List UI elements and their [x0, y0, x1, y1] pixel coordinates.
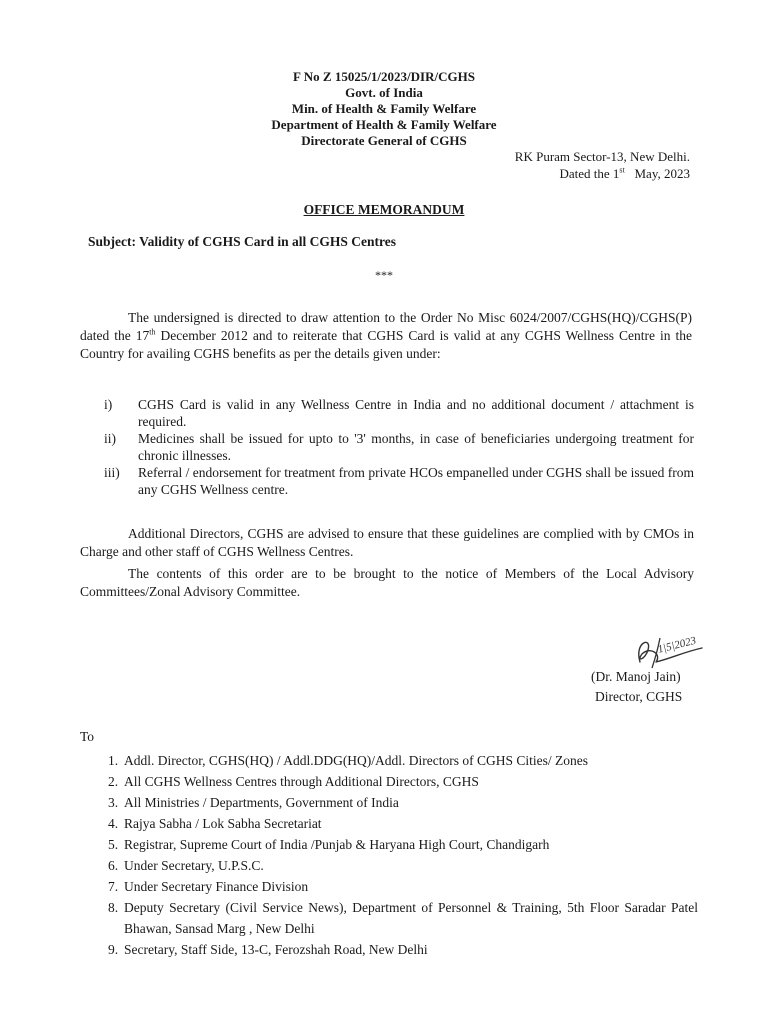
advisory-text: Additional Directors, CGHS are advised to ensure that these guidelines are complied with by CMOs in Charge and other staff of CGHS Wellness Centres.: [80, 526, 694, 559]
date-line: [559, 166, 690, 182]
list-item: [108, 876, 698, 897]
item-number: 4.: [108, 816, 119, 831]
item-number: 5.: [108, 837, 119, 852]
handwritten-date: 1|5|2023: [656, 634, 698, 656]
point-text: CGHS Card is valid in any Wellness Centre in India and no additional document / attachment is required.: [138, 397, 694, 429]
memo-subject: Subject: Validity of CGHS Card in all CGHS Centres: [88, 234, 397, 249]
intro-text-part2: December 2012 and to reiterate that CGHS Card is valid at any CGHS Wellness Centre in the Country for availing CGHS benefits as per the details given under:: [80, 328, 693, 361]
intro-paragraph: [80, 309, 692, 363]
list-item: [108, 813, 698, 834]
item-number: 1.: [108, 753, 119, 768]
notice-text: The contents of this order are to be brought to the notice of Members of the Local Advisory Committees/Zonal Advisory Committee.: [80, 566, 694, 599]
item-text: Under Secretary Finance Division: [124, 879, 309, 894]
signatory-name: (Dr. Manoj Jain): [591, 669, 681, 684]
date-superscript: st: [619, 165, 625, 175]
department-name: Department of Health & Family Welfare: [271, 117, 497, 132]
point-text: Medicines shall be issued for upto to '3' months, in case of beneficiaries undergoing treatment for chronic illnesses.: [138, 431, 694, 463]
memo-title: OFFICE MEMORANDUM: [303, 202, 465, 217]
item-number: 7.: [108, 879, 119, 894]
item-text: All CGHS Wellness Centres through Additional Directors, CGHS: [124, 774, 479, 789]
list-item: [108, 792, 698, 813]
item-text: All Ministries / Departments, Government of India: [124, 795, 399, 810]
list-item: [104, 430, 694, 464]
ministry-name: Min. of Health & Family Welfare: [291, 101, 477, 116]
date-suffix: May, 2023: [634, 166, 690, 181]
point-text: Referral / endorsement for treatment from private HCOs empanelled under CGHS shall be issued from any CGHS Wellness centre.: [138, 465, 694, 497]
place-line: RK Puram Sector-13, New Delhi.: [514, 149, 690, 164]
list-item: [108, 897, 698, 939]
intro-text-part1: The undersigned is directed to draw attention to the Order No Misc 6024/2007/CGHS(HQ)/CGHS(P) dated the 17: [80, 310, 692, 343]
letterhead: [0, 69, 768, 149]
notice-paragraph: [80, 565, 694, 601]
item-number: 2.: [108, 774, 119, 789]
item-number: 9.: [108, 942, 119, 957]
item-number: 8.: [108, 900, 119, 915]
list-item: [108, 939, 698, 960]
advisory-paragraph: [80, 525, 694, 561]
to-label: To: [80, 729, 95, 744]
item-number: 3.: [108, 795, 119, 810]
item-text: Registrar, Supreme Court of India /Punjab & Haryana High Court, Chandigarh: [124, 837, 550, 852]
list-item: [104, 396, 694, 430]
distribution-list: [108, 750, 698, 960]
list-item: [108, 834, 698, 855]
list-item: [108, 855, 698, 876]
directorate-name: Directorate General of CGHS: [301, 133, 467, 148]
point-number: iii): [104, 465, 120, 480]
intro-superscript: th: [149, 327, 156, 337]
item-number: 6.: [108, 858, 119, 873]
point-number: i): [104, 397, 113, 412]
item-text: Under Secretary, U.P.S.C.: [124, 858, 264, 873]
file-number: F No Z 15025/1/2023/DIR/CGHS: [293, 69, 475, 84]
points-list: [104, 396, 694, 498]
item-text: Rajya Sabha / Lok Sabha Secretariat: [124, 816, 322, 831]
government-name: Govt. of India: [345, 85, 423, 100]
point-number: ii): [104, 431, 116, 446]
list-item: [108, 771, 698, 792]
item-text: Secretary, Staff Side, 13-C, Ferozshah Road, New Delhi: [124, 942, 428, 957]
date-prefix: Dated the 1: [559, 166, 620, 181]
signatory-designation: Director, CGHS: [595, 689, 683, 704]
separator: ***: [375, 268, 393, 282]
item-text: Addl. Director, CGHS(HQ) / Addl.DDG(HQ)/Addl. Directors of CGHS Cities/ Zones: [124, 753, 589, 768]
list-item: [104, 464, 694, 498]
list-item: [108, 750, 698, 771]
item-text: Deputy Secretary (Civil Service News), Department of Personnel & Training, 5th Floor Saradar Patel Bhawan, Sansad Marg , New Delhi: [124, 900, 698, 936]
